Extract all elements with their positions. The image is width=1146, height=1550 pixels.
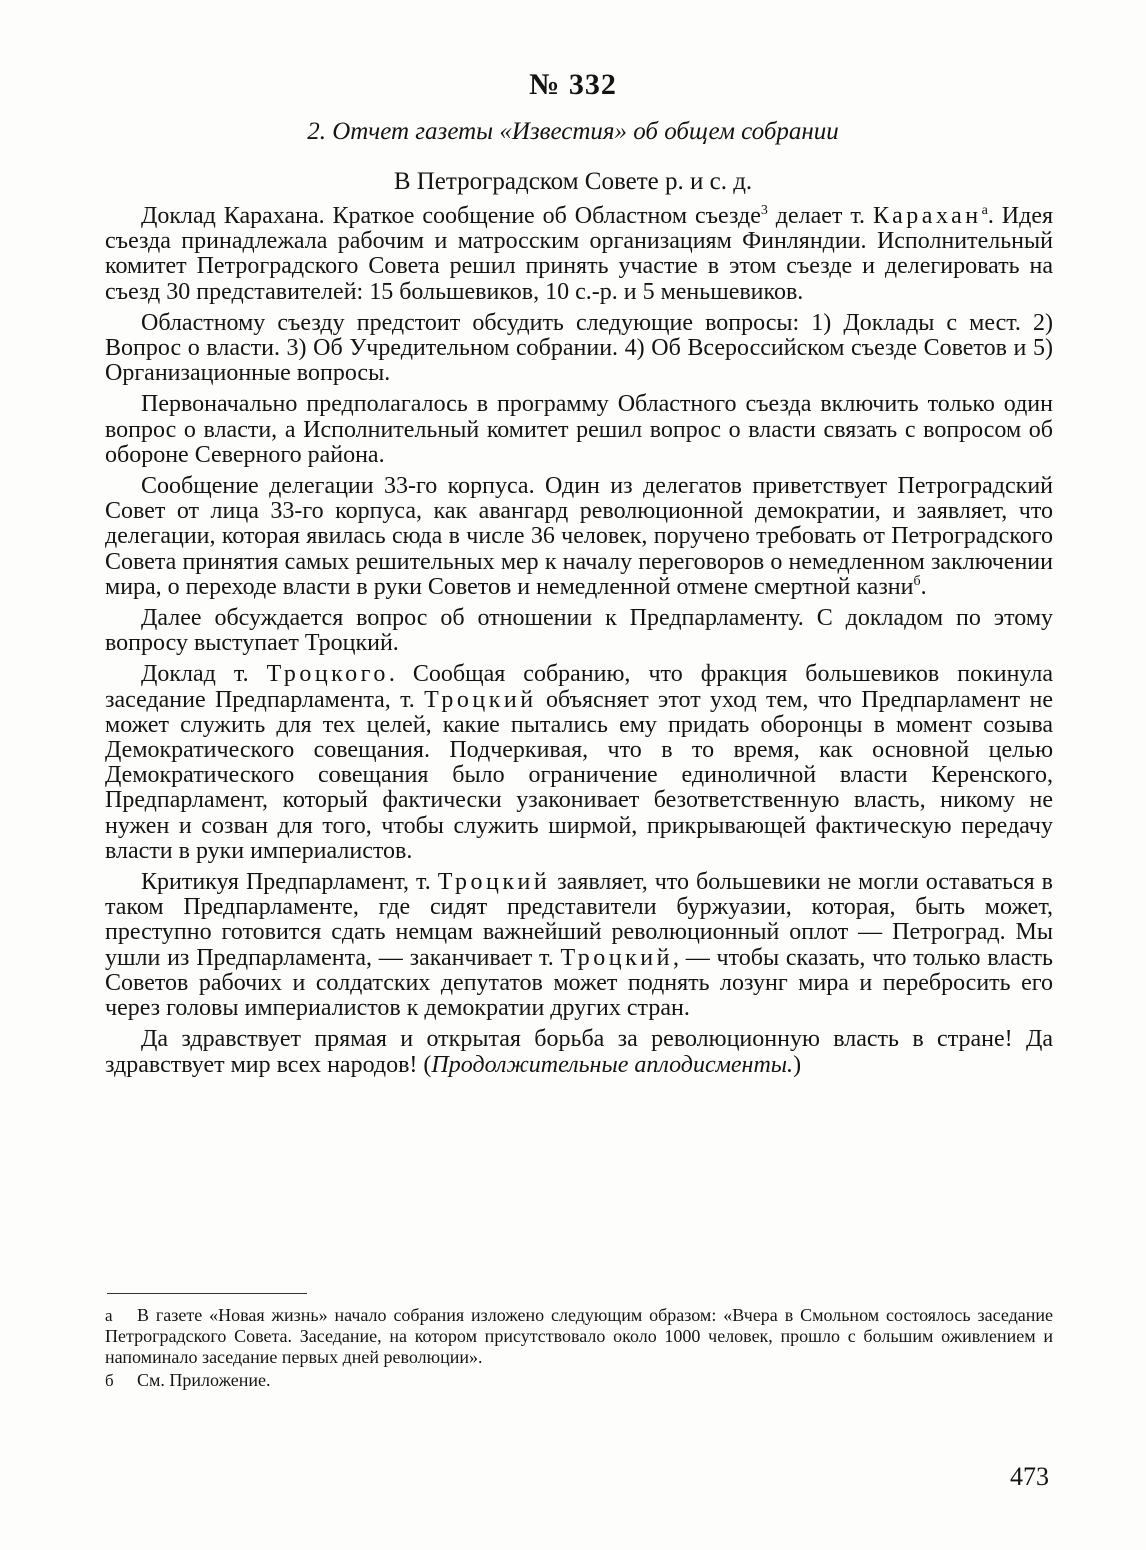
footnote-ref-b: б bbox=[913, 573, 921, 589]
paragraph-text: заявляет, что большевики не могли оставаться в таком Предпарламенте, где сидят представители буржуазии, которая, быть может, преступно готовится сдать немцам важнейший революционный оплот — Петроград. Мы ушли из Предпарламента, — заканчивает т. bbox=[105, 869, 1053, 971]
body-text bbox=[105, 204, 1053, 1084]
footnote-text: См. Приложение. bbox=[137, 1370, 271, 1390]
speaker-name: Карахан bbox=[872, 203, 982, 229]
footnote-ref-3: 3 bbox=[760, 203, 768, 218]
paragraph-text: Доклад т. bbox=[141, 661, 267, 688]
paragraph-text: объясняет этот уход тем, что Предпарламент не может служить для тех целей, какие пытались ему придать оборонцы в момент созыва Демократического совещания. Подчеркивая, что в то время, как основной целью Демократического совещания было ограничение единоличной власти Керенского, Предпарламент, который фактически узаконивает безответственную власть, никому не нужен и созван для того, чтобы служить ширмой, прикрывающей фактическую передачу власти в руки империалистов. bbox=[105, 686, 1053, 864]
footnote-a bbox=[105, 1305, 1053, 1368]
paragraph-text: делает т. bbox=[767, 203, 873, 229]
speaker-name: Троцкий bbox=[424, 686, 537, 713]
footnotes bbox=[105, 1305, 1053, 1393]
document-heading: В Петроградском Совете р. и с. д. bbox=[393, 168, 753, 195]
document-subtitle: 2. Отчет газеты «Известия» об общем собрании bbox=[307, 118, 839, 145]
footnote-divider bbox=[107, 1293, 307, 1294]
paragraph-trotsky-report bbox=[105, 662, 1053, 864]
page-number: 473 bbox=[1010, 1462, 1049, 1491]
speaker-name: Троцкий bbox=[560, 944, 673, 971]
footnote-b bbox=[105, 1370, 1053, 1391]
paragraph-text: Сообщение делегации 33-го корпуса. Один из делегатов приветствует Петроградский Совет от лица 33-го корпуса, как авангард революционной демократии, и заявляет, что делегации, которая явилась сюда в числе 36 человек, поручено требовать от Петроградского Совета принятия самых решительных мер к началу переговоров о немедленном заключении мира, о переходе власти в руки Советов и немедленной отмене смертной казни bbox=[105, 473, 1053, 600]
paragraph-trotsky-critique bbox=[105, 870, 1053, 1021]
applause-note: Продолжительные аплодисменты. bbox=[431, 1051, 794, 1078]
paragraph-karakhan-report bbox=[105, 204, 1053, 305]
paragraph-agenda: Областному съезду предстоит обсудить следующие вопросы: 1) Доклады с мест. 2) Вопрос о власти. 3) Об Учредительном собрании. 4) Об Всероссийском съезде Советов и 5) Организационные вопросы. bbox=[105, 309, 1053, 387]
paragraph-text: Да здравствует прямая и открытая борьба за революционную власть в стране! Да здравствует мир всех народов! ( bbox=[105, 1026, 1053, 1078]
speaker-name: Троцкий bbox=[437, 869, 551, 896]
paragraph-33rd-corps bbox=[105, 474, 1053, 600]
paragraph-initial-plan: Первоначально предполагалось в программу Областного съезда включить только один вопрос о власти, а Исполнительный комитет решил вопрос о власти связать с вопросом об обороне Северного района. bbox=[105, 391, 1053, 468]
speaker-name: Троцкого bbox=[266, 661, 389, 688]
paragraph-text: . bbox=[920, 573, 927, 600]
paragraph-closing bbox=[105, 1027, 1053, 1077]
paragraph-text: . Сообщая собранию, что фракция большевиков покинула заседание Предпарламента, т. bbox=[105, 661, 1053, 713]
paragraph-text: Доклад Карахана. Краткое сообщение об Областном съезде bbox=[141, 203, 761, 229]
footnote-marker: а bbox=[105, 1306, 113, 1325]
paragraph-text: . Идея съезда принадлежала рабочим и матросским организациям Финляндии. Исполнительный комитет Петроградского Совета решил принять участие в этом съезде и делегировать на съезд 30 представителей: 15 большевиков, 10 с.-р. и 5 меньшевиков. bbox=[105, 203, 1054, 305]
footnote-marker: б bbox=[105, 1371, 114, 1390]
paragraph-text: , — чтобы сказать, что только власть Советов рабочих и солдатских депутатов может поднять лозунг мира и перебросить его через головы империалистов к демократии других стран. bbox=[105, 944, 1053, 1022]
footnote-text: В газете «Новая жизнь» начало собрания изложено следующим образом: «Вчера в Смольном состоялось заседание Петроградского Совета. Заседание, на котором присутствовало около 1000 человек, прошло с большим оживлением и напоминало заседание первых дней революции». bbox=[105, 1305, 1053, 1367]
paragraph-preparliament-question: Далее обсуждается вопрос об отношении к Предпарламенту. С докладом по этому вопросу выступает Троцкий. bbox=[105, 605, 1053, 657]
document-number: № 332 bbox=[529, 68, 617, 101]
paragraph-text: Критикуя Предпарламент, т. bbox=[141, 869, 438, 896]
footnote-ref-a: а bbox=[981, 203, 988, 218]
paragraph-text: ) bbox=[793, 1051, 802, 1078]
